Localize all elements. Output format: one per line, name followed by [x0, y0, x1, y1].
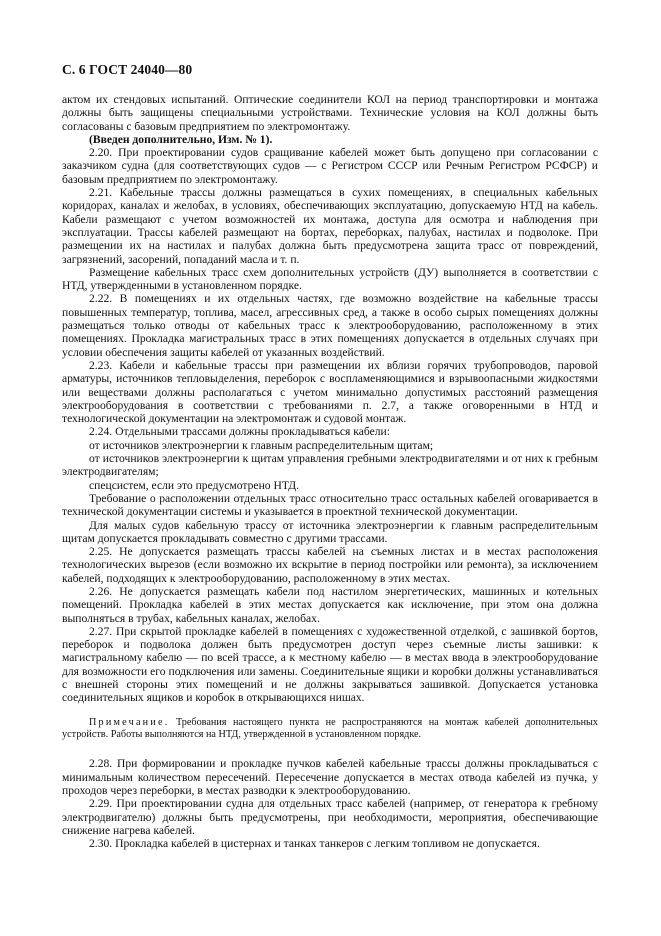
clause-2-24-small-vessels: Для малых судов кабельную трассу от источника электроэнергии к главным распределительным щитам допускается прокладывать совместно с другими трассами. — [62, 518, 598, 545]
clause-2-24-requirement: Требование о расположении отдельных трасс относительно трасс остальных кабелей оговаривается в технической документации системы и указывается в проектной технической документации. — [62, 491, 598, 519]
note-label: Примечание. — [89, 716, 170, 728]
clause-2-29: 2.29. При проектировании судна для отдельных трасс кабелей (например, от генератора к гребному электродвигателю) должны быть предусмотрены, при необходимости, мероприятия, обеспечивающие снижение нагрева кабелей. — [62, 797, 598, 837]
clause-2-27: 2.27. При скрытой прокладке кабелей в помещениях с художественной отделкой, с зашивкой бортов, переборок и подволока должен быть предусмотрен доступ через съемные листы зашивки: к магистральному кабелю — по всей трассе, а к местному кабелю — в местах ввода в электрооборудование для возможности его подключения или замены. Соединительные ящики и коробки должны устанавливаться с внешней стороны этих помещений и не должны закрываться зашивкой. Допускается установка соединительных ящиков и коробок в открывающихся нишах. — [62, 624, 598, 705]
note — [62, 717, 598, 742]
clause-2-28: 2.28. При формировании и прокладке пучков кабелей кабельные трассы должны прокладываться с минимальным количеством пересечений. Пересечение допускается в местах отвода кабелей из пучка, у проходов через переборки, в местах разводки к электрооборудованию. — [62, 757, 598, 798]
clause-2-30: 2.30. Прокладка кабелей в цистернах и танках танкеров с легким топливом не допускается. — [89, 837, 540, 851]
paragraph-continuation: актом их стендовых испытаний. Оптические соединители КОЛ на период транспортировки и монтажа должны быть защищены специальными устройствами. Технические условия на КОЛ должны быть согласованы с базовым предприятием по электромонтажу. — [62, 93, 598, 133]
clause-2-20: 2.20. При проектировании судов сращивание кабелей может быть допущено при согласовании с заказчиком судна (для соответствующих судов — с Регистром СССР или Речным Регистром РСФСР) и базовым предприятием по электромонтажу. — [62, 146, 598, 186]
clause-2-21: 2.21. Кабельные трассы должны размещаться в сухих помещениях, в специальных кабельных коридорах, каналах и желобах, в условиях, обеспечивающих эксплуатацию, допускаемую НТД на кабель. Кабели размещают с учетом возможностей их монтажа, доступа для осмотра и наблюдения при эксплуатации. Трассы кабелей размещают на бортах, переборках, палубах, настилах и подволоке. При размещении их на настилах и палубах должна быть предусмотрена защита трасс от повреждений, загрязнений, засорений, попаданий масла и т. п. — [62, 186, 598, 266]
document-body — [62, 93, 598, 851]
clause-2-23: 2.23. Кабели и кабельные трассы при размещении их вблизи горячих трубопроводов, паровой арматуры, источников тепловыделения, переборок с воспламеняющимися и взрывоопасными жидкостями или веществами должны располагаться с учетом минимально допустимых расстояний размещения электрооборудования в соответствии с требованиями п. 2.7, а также оговоренными в НТД и технологической документации на электромонтаж и судовой монтаж. — [62, 358, 598, 426]
clause-2-22: 2.22. В помещениях и их отдельных частях, где возможно воздействие на кабельные трассы повышенных температур, топлива, масел, агрессивных сред, а также в особо сырых помещениях должны размещаться только отводы от кабельных трасс к электрооборудованию, расположенному в этих помещениях. Прокладка магистральных трасс в этих помещениях допускается в отдельных случаях при условии обеспечения защиты кабелей от указанных воздействий. — [62, 292, 598, 359]
clause-2-24: 2.24. Отдельными трассами должны прокладываться кабели: — [89, 425, 390, 439]
clause-2-24-item-3: спецсистем, если это предусмотрено НТД. — [89, 478, 299, 492]
page-header: С. 6 ГОСТ 24040—80 — [62, 62, 193, 77]
note-text: Требования настоящего пункта не распространяются на монтаж кабелей дополнительных устройств. Работы выполняются на НТД, утвержденной в установленном порядке. — [62, 716, 598, 741]
clause-2-25: 2.25. Не допускается размещать трассы кабелей на съемных листах и в местах расположения технологических вырезов (если возможно их вскрытие в период постройки или ремонта), за исключением кабелей, подходящих к электрооборудованию, расположенному в этих местах. — [62, 545, 598, 585]
clause-2-24-item-1: от источников электроэнергии к главным распределительным щитам; — [89, 438, 434, 452]
clause-2-24-item-2: от источников электроэнергии к щитам управления гребными электродвигателями и от них к гребным электродвигателям; — [62, 452, 598, 479]
clause-2-21-additional: Размещение кабельных трасс схем дополнительных устройств (ДУ) выполняется в соответствии с НТД, утвержденными в установленном порядке. — [62, 265, 598, 293]
amendment-note: (Введен дополнительно, Изм. № 1). — [89, 132, 273, 146]
clause-2-26: 2.26. Не допускается размещать кабели под настилом энергетических, машинных и котельных помещений. Прокладка кабелей в этих местах допускается как исключение, при этом она должна выполняться в трубах, кабельных каналах, желобах. — [62, 584, 598, 625]
